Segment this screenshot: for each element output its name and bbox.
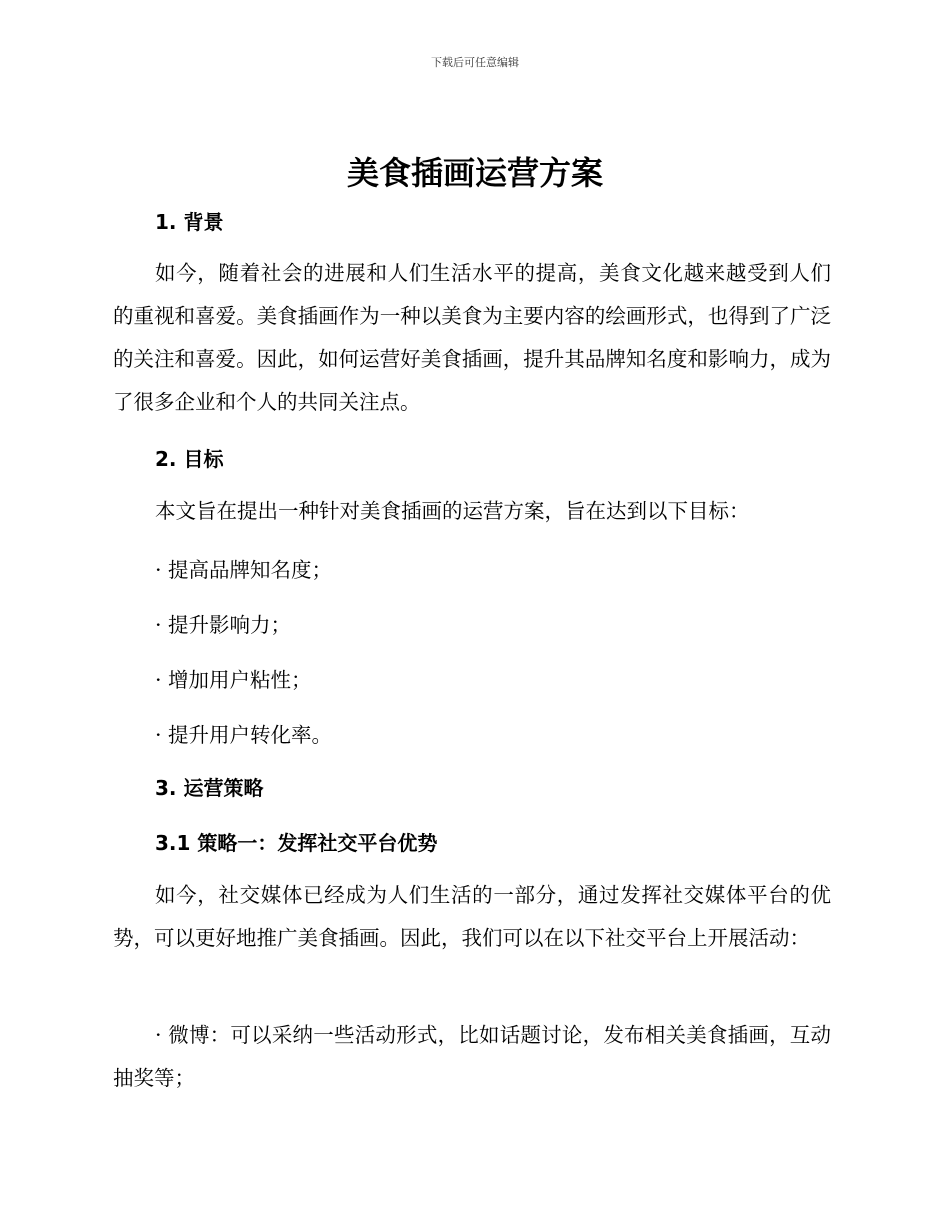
goal-item-influence: · 提升影响力； (155, 613, 292, 637)
goal-item-brand-awareness: · 提高品牌知名度； (155, 558, 333, 582)
document-title: 美食插画运营方案 (346, 154, 603, 192)
sub-heading-strategy-one: 3.1 策略一：发挥社交平台优势 (155, 831, 438, 855)
goal-item-conversion: · 提升用户转化率。 (155, 723, 333, 747)
strategy-paragraph: 如今，社交媒体已经成为人们生活的一部分，通过发挥社交媒体平台的优势，可以更好地推广美食插画。因此，我们可以在以下社交平台上开展活动： (113, 883, 831, 950)
background-paragraph: 如今，随着社会的进展和人们生活水平的提高，美食文化越来越受到人们的重视和喜爱。美食插画作为一种以美食为主要内容的绘画形式，也得到了广泛的关注和喜爱。因此，如何运营好美食插画，提升其品牌知名度和影响力，成为了很多企业和个人的共同关注点。 (113, 261, 831, 414)
section-heading-goals: 2. 目标 (155, 447, 224, 471)
goal-item-user-stickiness: · 增加用户粘性； (155, 668, 312, 692)
section-heading-background: 1. 背景 (155, 210, 224, 234)
goals-intro-paragraph: 本文旨在提出一种针对美食插画的运营方案，旨在达到以下目标： (155, 499, 750, 523)
weibo-item: · 微博：可以采纳一些活动形式，比如话题讨论，发布相关美食插画，互动抽奖等； (113, 1023, 831, 1090)
section-heading-strategy: 3. 运营策略 (155, 776, 264, 800)
header-note: 下载后可任意编辑 (431, 56, 519, 69)
